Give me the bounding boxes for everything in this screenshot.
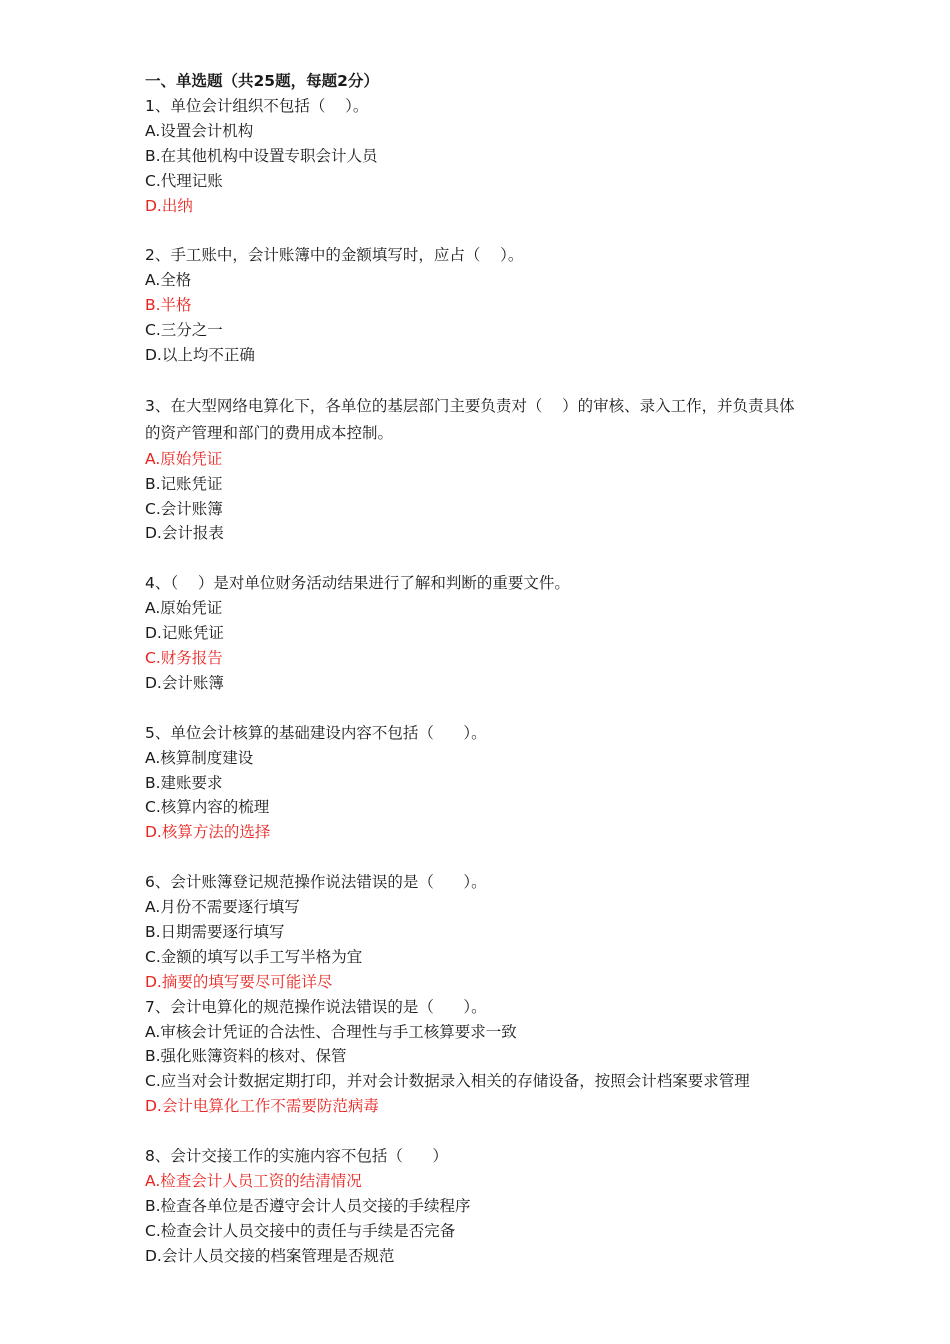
answer-option: D.核算方法的选择 [145, 823, 271, 842]
question-6 [145, 870, 805, 995]
document-page [145, 69, 805, 1269]
option: B.检查各单位是否遵守会计人员交接的手续程序 [145, 1196, 471, 1215]
option: C.金额的填写以手工写半格为宜 [145, 947, 363, 966]
option: C.三分之一 [145, 321, 223, 340]
option: B.日期需要逐行填写 [145, 922, 285, 941]
option: D.记账凭证 [145, 624, 224, 643]
question-5 [145, 721, 805, 846]
question-stem: 8、会计交接工作的实施内容不包括（ ） [145, 1147, 448, 1166]
question-3 [145, 393, 805, 547]
question-stem: 7、会计电算化的规范操作说法错误的是（ ）。 [145, 997, 487, 1016]
option: C.核算内容的梳理 [145, 798, 270, 817]
question-stem: 5、单位会计核算的基础建设内容不包括（ ）。 [145, 723, 487, 742]
section-title: 一、单选题（共25题，每题2分） [145, 72, 379, 90]
question-stem: 6、会计账簿登记规范操作说法错误的是（ ）。 [145, 873, 487, 892]
question-list [145, 94, 805, 1269]
option: A.原始凭证 [145, 599, 223, 618]
option: D.会计报表 [145, 524, 224, 543]
question-stem: 1、单位会计组织不包括（ ）。 [145, 96, 369, 115]
answer-option: D.摘要的填写要尽可能详尽 [145, 972, 333, 991]
option: A.全格 [145, 271, 192, 290]
option: B.记账凭证 [145, 474, 223, 493]
option: B.在其他机构中设置专职会计人员 [145, 146, 378, 165]
question-stem: 2、手工账中，会计账簿中的金额填写时，应占（ ）。 [145, 246, 524, 265]
answer-option: D.出纳 [145, 196, 193, 215]
option: A.审核会计凭证的合法性、合理性与手工核算要求一致 [145, 1022, 517, 1041]
question-4 [145, 571, 805, 696]
question-1 [145, 94, 805, 219]
option: B.建账要求 [145, 773, 223, 792]
question-2 [145, 243, 805, 368]
answer-option: A.检查会计人员工资的结清情况 [145, 1171, 362, 1190]
answer-option: D.会计电算化工作不需要防范病毒 [145, 1097, 379, 1116]
option: B.强化账簿资料的核对、保管 [145, 1047, 347, 1066]
question-7 [145, 995, 805, 1120]
option: D.以上均不正确 [145, 345, 255, 364]
answer-option: B.半格 [145, 296, 192, 315]
question-8 [145, 1144, 805, 1269]
option: A.核算制度建设 [145, 748, 254, 767]
question-stem: 4、（ ）是对单位财务活动结果进行了解和判断的重要文件。 [145, 574, 570, 593]
option: C.检查会计人员交接中的责任与手续是否完备 [145, 1221, 456, 1240]
option: D.会计账簿 [145, 673, 224, 692]
option: C.代理记账 [145, 171, 223, 190]
option: C.会计账簿 [145, 499, 223, 518]
option: D.会计人员交接的档案管理是否规范 [145, 1246, 395, 1265]
option: A.设置会计机构 [145, 121, 254, 140]
answer-option: A.原始凭证 [145, 449, 223, 468]
question-stem: 3、在大型网络电算化下，各单位的基层部门主要负责对（ ）的审核、录入工作，并负责具体的资产管理和部门的费用成本控制。 [145, 396, 795, 442]
option: A.月份不需要逐行填写 [145, 898, 300, 917]
answer-option: C.财务报告 [145, 648, 223, 667]
option: C.应当对会计数据定期打印，并对会计数据录入相关的存储设备，按照会计档案要求管理 [145, 1072, 750, 1091]
